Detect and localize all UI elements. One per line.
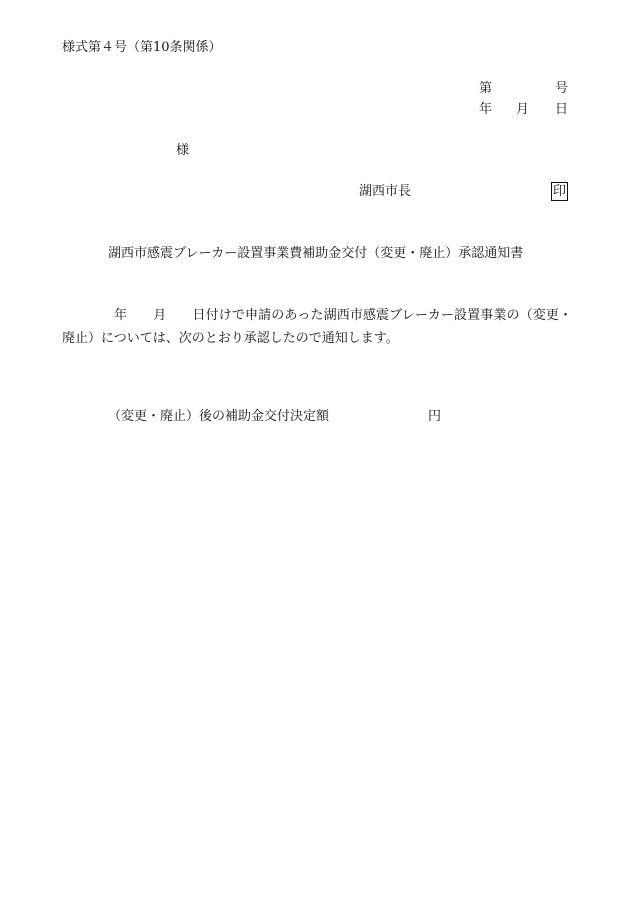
amount-label: （変更・廃止）後の補助金交付決定額 <box>108 409 330 424</box>
date-day-label: 日 <box>555 102 569 117</box>
document-title: 湖西市感震ブレーカー設置事業費補助金交付（変更・廃止）承認通知書 <box>108 246 524 261</box>
date-month-label: 月 <box>516 102 530 117</box>
document-number-suffix: 号 <box>555 81 569 96</box>
body-text: 日付けで申請のあった湖西市感震ブレーカー設置事業の（変更・廃止）については、次のとおり承認したので通知します。 <box>62 308 572 346</box>
sender-name: 湖西市長 <box>359 184 412 199</box>
document-number-label: 第 <box>479 81 493 96</box>
body-month-label: 月 <box>153 308 167 323</box>
amount-unit: 円 <box>428 409 442 424</box>
seal-mark: 印 <box>553 184 567 199</box>
body-paragraph <box>62 304 572 350</box>
date-year-label: 年 <box>479 102 493 117</box>
form-number: 様式第４号（第10条関係） <box>62 40 222 55</box>
recipient-honorific: 様 <box>176 143 190 158</box>
body-year-label: 年 <box>114 308 128 323</box>
